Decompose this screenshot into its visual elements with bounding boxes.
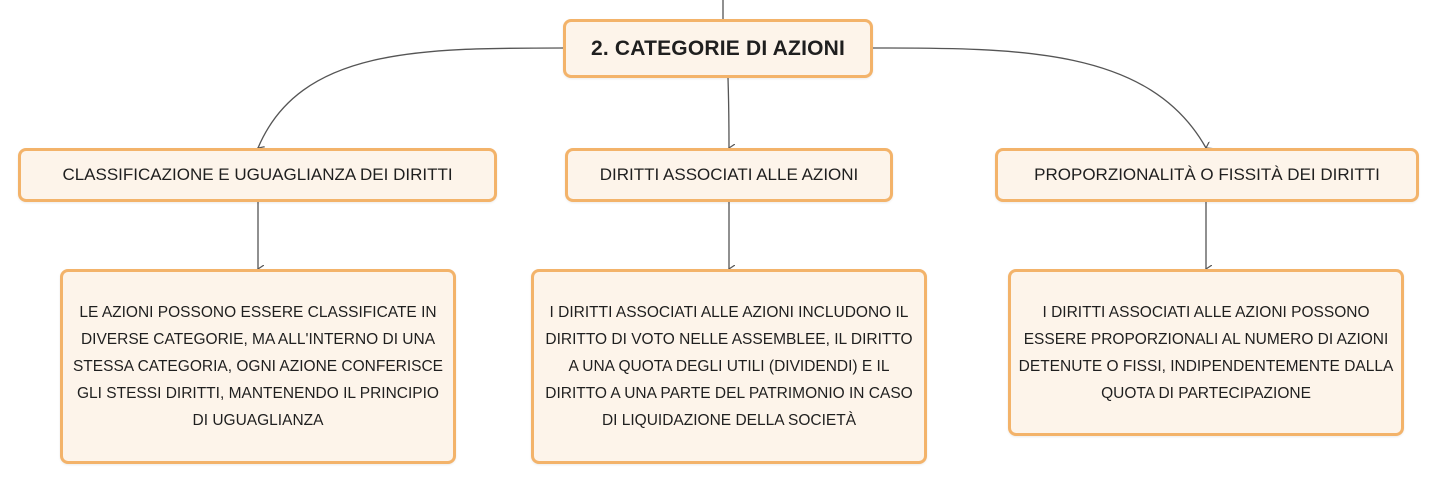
connector-root-branch-2: [728, 78, 729, 148]
leaf-node-text: I DIRITTI ASSOCIATI ALLE AZIONI POSSONO ESSERE PROPORZIONALI AL NUMERO DI AZIONI DETENUTE O FISSI, INDIPENDENTEMENTE DALLA QUOTA DI PARTECIPAZIONE: [1018, 303, 1394, 402]
connector-root-branch-3: [873, 48, 1206, 148]
leaf-node-text: LE AZIONI POSSONO ESSERE CLASSIFICATE IN DIVERSE CATEGORIE, MA ALL'INTERNO DI UNA STESSA CATEGORIA, OGNI AZIONE CONFERISCE GLI STESSI DIRITTI, MANTENENDO IL PRINCIPIO DI UGUAGLIANZA: [72, 304, 444, 429]
root-node-label: 2. CATEGORIE DI AZIONI: [590, 36, 846, 60]
branch-node-label: DIRITTI ASSOCIATI ALLE AZIONI: [599, 165, 859, 184]
branch-node-label: PROPORZIONALITÀ O FISSITÀ DEI DIRITTI: [1034, 165, 1380, 184]
connector-root-branch-1: [258, 48, 563, 148]
leaf-node-proporzionalita[interactable]: [1008, 269, 1404, 436]
leaf-node-diritti-associati[interactable]: [531, 269, 927, 464]
branch-node-proporzionalita[interactable]: [995, 148, 1419, 202]
branch-node-diritti-associati[interactable]: [565, 148, 893, 202]
root-node[interactable]: [563, 19, 873, 78]
leaf-node-classificazione[interactable]: [60, 269, 456, 464]
branch-node-label: CLASSIFICAZIONE E UGUAGLIANZA DEI DIRITTI: [62, 165, 453, 184]
branch-node-classificazione[interactable]: [18, 148, 497, 202]
leaf-node-text: I DIRITTI ASSOCIATI ALLE AZIONI INCLUDONO IL DIRITTO DI VOTO NELLE ASSEMBLEE, IL DIRITTO A UNA QUOTA DEGLI UTILI (DIVIDENDI) E IL DIRITTO A UNA PARTE DEL PATRIMONIO IN CASO DI LIQUIDAZIONE DELLA SOCIETÀ: [545, 304, 913, 429]
